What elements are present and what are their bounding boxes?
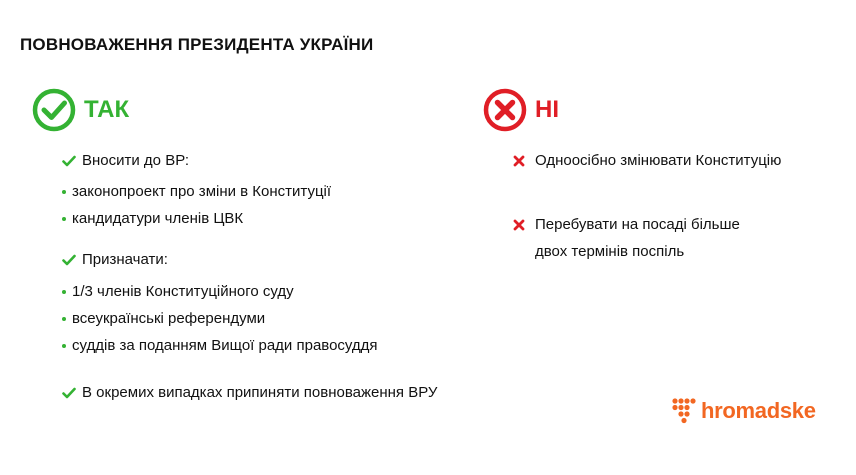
bullet-icon <box>62 217 66 221</box>
bullet-icon <box>62 290 66 294</box>
yes-group-heading-text: Вносити до ВР: <box>82 152 190 169</box>
yes-group-heading <box>62 250 168 270</box>
no-item-text: двох термінів поспіль <box>535 243 685 260</box>
check-icon <box>62 387 76 399</box>
no-item-continuation <box>535 242 684 262</box>
yes-group-heading-text: В окремих випадках припиняти повноваження ВРУ <box>82 384 438 401</box>
yes-group-heading-text: Призначати: <box>82 251 168 268</box>
list-item <box>62 336 378 356</box>
check-circle-icon <box>32 88 76 132</box>
no-item <box>513 151 781 171</box>
list-item <box>62 209 243 229</box>
list-item-text: суддів за поданням Вищої ради правосуддя <box>72 337 378 354</box>
yes-group-heading <box>62 151 189 171</box>
bullet-icon <box>62 190 66 194</box>
list-item-text: кандидатури членів ЦВК <box>72 210 244 227</box>
no-header <box>483 88 559 132</box>
page-title: ПОВНОВАЖЕННЯ ПРЕЗИДЕНТА УКРАЇНИ <box>20 35 374 54</box>
hromadske-logo <box>671 398 816 424</box>
cross-icon <box>513 155 525 167</box>
list-item <box>62 309 265 329</box>
bullet-icon <box>62 344 66 348</box>
list-item-text: всеукраїнські референдуми <box>72 310 266 327</box>
no-item-text: Одноосібно змінювати Конституцію <box>535 152 782 169</box>
check-icon <box>62 155 76 167</box>
no-item <box>513 215 740 235</box>
list-item-text: законопроект про зміни в Конституції <box>72 183 332 200</box>
check-icon <box>62 254 76 266</box>
hromadske-logo-text: hromadske <box>701 398 816 423</box>
bullet-icon <box>62 317 66 321</box>
hromadske-logo-icon <box>671 398 697 424</box>
list-item-text: 1/3 членів Конституційного суду <box>72 283 294 300</box>
list-item <box>62 182 331 202</box>
no-label: НІ <box>535 96 559 123</box>
yes-label: ТАК <box>84 96 130 123</box>
x-circle-icon <box>483 88 527 132</box>
yes-header <box>32 88 129 132</box>
cross-icon <box>513 219 525 231</box>
no-item-text: Перебувати на посаді більше <box>535 216 740 233</box>
yes-group-heading <box>62 383 437 403</box>
list-item <box>62 282 294 302</box>
